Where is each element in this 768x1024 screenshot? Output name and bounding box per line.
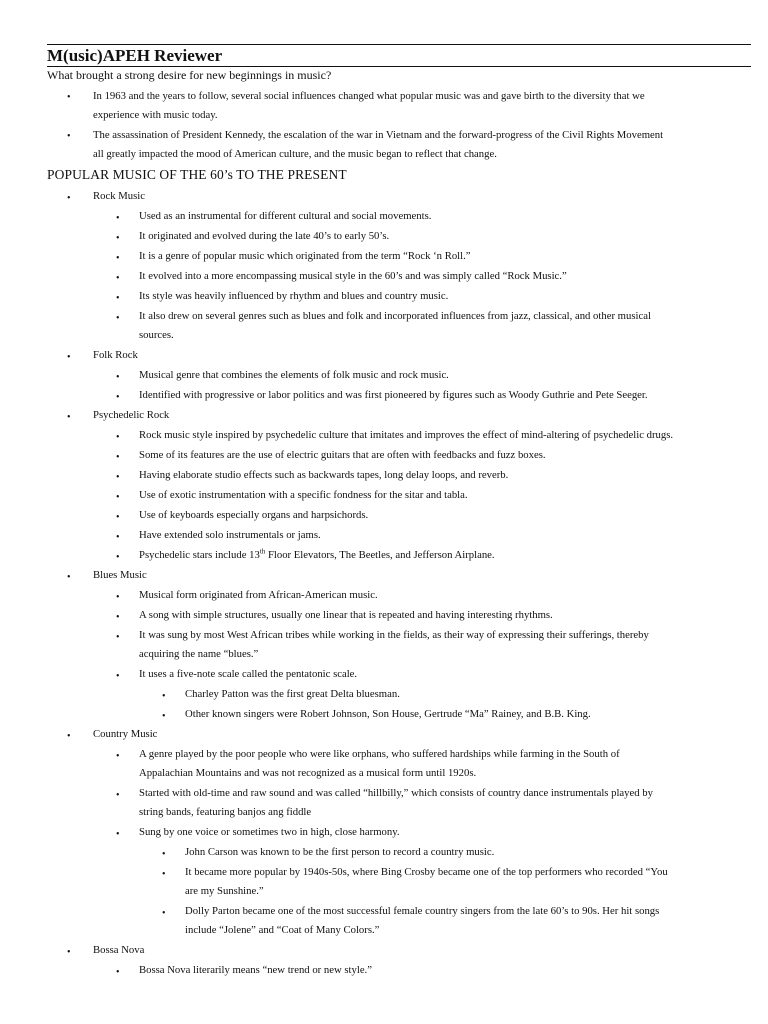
list-item: It originated and evolved during the late 40’s to early 50’s. — [139, 230, 390, 242]
genre-title: Rock Music — [93, 190, 145, 202]
sub-list-item: John Carson was known to be the first person to record a country music. — [185, 846, 495, 858]
list-item: Bossa Nova literarily means “new trend or new style.” — [139, 964, 372, 976]
list-item: It uses a five-note scale called the pentatonic scale. — [139, 668, 358, 680]
genre-title: Country Music — [93, 728, 158, 740]
list-item: Started with old-time and raw sound and was called “hillbilly,” which consists of country dance instrumentals played by — [139, 787, 653, 799]
sub-list-item: It became more popular by 1940s-50s, where Bing Crosby became one of the top performers who recorded “You — [185, 866, 668, 878]
bullet-icon: • — [116, 492, 120, 503]
bullet-icon: • — [116, 790, 120, 801]
bullet-icon: • — [116, 671, 120, 682]
bullet-icon: • — [116, 213, 120, 224]
list-item: Sung by one voice or sometimes two in high, close harmony. — [139, 826, 400, 838]
intro-question: What brought a strong desire for new beginnings in music? — [47, 68, 332, 82]
sub-list-item: Dolly Parton became one of the most successful female country singers from the late 60’s to 90s. Her hit songs — [185, 905, 660, 917]
sub-list-item: Other known singers were Robert Johnson, Son House, Gertrude “Ma” Rainey, and B.B. King. — [185, 708, 591, 720]
title-underline — [47, 66, 751, 67]
bullet-icon: • — [67, 572, 71, 583]
list-item-continuation: acquiring the name “blues.” — [139, 648, 259, 660]
bullet-icon: • — [116, 253, 120, 264]
bullet-icon: • — [116, 472, 120, 483]
bullet-icon: • — [116, 293, 120, 304]
intro-bullet-line: all greatly impacted the mood of American culture, and the music began to reflect that change. — [93, 148, 497, 160]
bullet-icon: • — [116, 751, 120, 762]
bullet-icon: • — [116, 432, 120, 443]
bullet-icon: • — [116, 632, 120, 643]
bullet-icon: • — [116, 552, 120, 563]
list-item: Having elaborate studio effects such as backwards tapes, long delay loops, and reverb. — [139, 469, 509, 481]
list-item-with-superscript — [139, 545, 495, 565]
bullet-icon: • — [162, 711, 166, 722]
bullet-icon: • — [116, 612, 120, 623]
list-item: Its style was heavily influenced by rhythm and blues and country music. — [139, 290, 449, 302]
bullet-icon: • — [67, 352, 71, 363]
superscript: th — [259, 547, 266, 556]
list-item-continuation: sources. — [139, 329, 174, 341]
bullet-icon: • — [67, 731, 71, 742]
list-item: It was sung by most West African tribes while working in the fields, as their way of expressing their sufferings, thereby — [139, 629, 649, 641]
bullet-icon: • — [116, 392, 120, 403]
bullet-icon: • — [116, 273, 120, 284]
bullet-icon: • — [116, 829, 120, 840]
intro-bullet-line: experience with music today. — [93, 109, 218, 121]
genre-title: Blues Music — [93, 569, 147, 581]
bullet-icon: • — [67, 92, 71, 103]
list-item: It is a genre of popular music which originated from the term “Rock ‘n Roll.” — [139, 250, 471, 262]
list-item-continuation: Appalachian Mountains and was not recognized as a musical form until 1920s. — [139, 767, 477, 779]
sub-list-item-continuation: include “Jolene” and “Coat of Many Colors.” — [185, 924, 380, 936]
list-item: Rock music style inspired by psychedelic culture that imitates and improves the effect of mind-altering of psychedelic drugs. — [139, 429, 674, 441]
genre-title: Bossa Nova — [93, 944, 145, 956]
section-heading: POPULAR MUSIC OF THE 60’s TO THE PRESENT — [47, 167, 347, 182]
bullet-icon: • — [116, 452, 120, 463]
list-item-prefix: Psychedelic stars include 13 — [139, 549, 260, 561]
list-item: Used as an instrumental for different cultural and social movements. — [139, 210, 432, 222]
list-item: Some of its features are the use of electric guitars that are often with feedbacks and fuzz boxes. — [139, 449, 546, 461]
bullet-icon: • — [67, 947, 71, 958]
bullet-icon: • — [116, 592, 120, 603]
list-item: Musical form originated from African-American music. — [139, 589, 378, 601]
bullet-icon: • — [162, 691, 166, 702]
list-item: It evolved into a more encompassing musical style in the 60’s and was simply called “Rock Music.” — [139, 270, 567, 282]
bullet-icon: • — [116, 233, 120, 244]
bullet-icon: • — [67, 193, 71, 204]
bullet-icon: • — [116, 372, 120, 383]
bullet-icon: • — [116, 532, 120, 543]
list-item: Use of keyboards especially organs and harpsichords. — [139, 509, 369, 521]
bullet-icon: • — [116, 313, 120, 324]
list-item: A song with simple structures, usually one linear that is repeated and having interesting rhythms. — [139, 609, 553, 621]
list-item: Identified with progressive or labor politics and was first pioneered by figures such as Woody Guthrie and Pete Seeger. — [139, 389, 648, 401]
genre-title: Psychedelic Rock — [93, 409, 170, 421]
bullet-icon: • — [116, 512, 120, 523]
genre-title: Folk Rock — [93, 349, 138, 361]
bullet-icon: • — [67, 131, 71, 142]
list-item: Use of exotic instrumentation with a specific fondness for the sitar and tabla. — [139, 489, 468, 501]
bullet-icon: • — [116, 967, 120, 978]
list-item: It also drew on several genres such as blues and folk and incorporated influences from jazz, classical, and other musical — [139, 310, 651, 322]
list-item: Musical genre that combines the elements of folk music and rock music. — [139, 369, 449, 381]
list-item: A genre played by the poor people who were like orphans, who suffered hardships while farming in the South of — [139, 748, 620, 760]
list-item: Have extended solo instrumentals or jams. — [139, 529, 321, 541]
list-item-continuation: string bands, featuring banjos ang fiddle — [139, 806, 312, 818]
bullet-icon: • — [162, 908, 166, 919]
document-title: M(usic)APEH Reviewer — [47, 46, 223, 65]
intro-bullet-line: In 1963 and the years to follow, several social influences changed what popular music was and gave birth to the diversity that we — [93, 90, 645, 102]
bullet-icon: • — [162, 849, 166, 860]
bullet-icon: • — [67, 412, 71, 423]
sub-list-item-continuation: are my Sunshine.” — [185, 885, 264, 897]
list-item-suffix: Floor Elevators, The Beetles, and Jefferson Airplane. — [265, 549, 495, 561]
sub-list-item: Charley Patton was the first great Delta bluesman. — [185, 688, 400, 700]
bullet-icon: • — [162, 869, 166, 880]
intro-bullet-line: The assassination of President Kennedy, the escalation of the war in Vietnam and the forward-progress of the Civil Rights Movement — [93, 129, 664, 141]
